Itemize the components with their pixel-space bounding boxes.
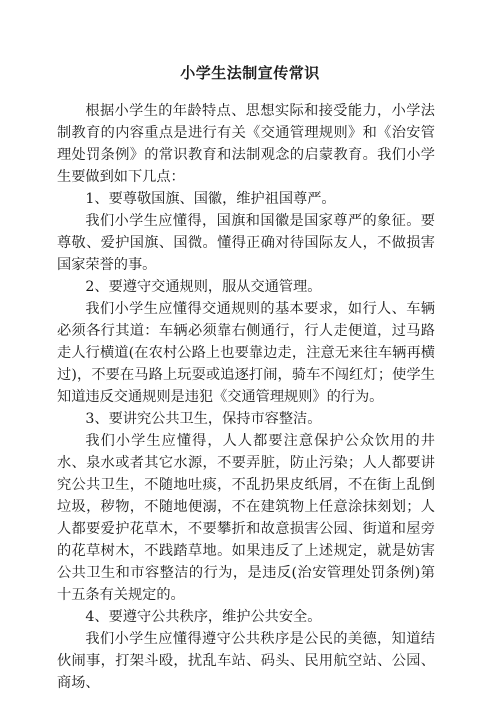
point-4-heading: 4、要遵守公共秩序，维护公共安全。 <box>85 609 322 625</box>
point-4-paragraph: 我们小学生应懂得遵守公共秩序是公民的美德，知道结伙闹事，打架斗殴，扰乱车站、码头、民用航空站、公园、商场、 <box>57 631 435 691</box>
page-title: 小学生法制宣传常识 <box>180 64 320 82</box>
document-body <box>57 100 435 694</box>
point-3-paragraph: 我们小学生应懂得，人人都要注意保护公众饮用的井水、泉水或者其它水源，不要弄脏，防止污染；人人都要讲究公共卫生，不随地吐痰，不乱扔果皮纸屑，不在街上乱倒垃圾，秽物，不随地便溺，不在建筑物上任意涂抹刻划；人人都要爱护花草木，不要攀折和故意损害公园、街道和屋旁的花草树木，不践踏草地。如果违反了上述规定，就是妨害公共卫生和市容整洁的行为，是违反(治安管理处罚条例)第十五条有关规定的。 <box>57 433 435 603</box>
point-2-heading: 2、要遵守交通规则，服从交通管理。 <box>85 279 322 295</box>
point-1-paragraph: 我们小学生应懂得，国旗和国徽是国家尊严的象征。要尊敬、爱护国旗、国微。懂得正确对待国际友人，不做损害国家荣誉的事。 <box>57 213 435 273</box>
point-3-heading: 3、要讲究公共卫生，保持市容整洁。 <box>85 411 322 427</box>
intro-paragraph: 根据小学生的年龄特点、思想实际和接受能力，小学法制教育的内容重点是进行有关《交通管理规则》和《治安管理处罚条例》的常识教育和法制观念的启蒙教育。我们小学生要做到如下几点： <box>57 103 435 185</box>
point-2-paragraph: 我们小学生应懂得交通规则的基本要求，如行人、车辆必须各行其道：车辆必须靠右侧通行，行人走便道，过马路走人行横道(在农村公路上也要靠边走，注意无来往车辆再横过)，不要在马路上玩耍或追逐打闹，骑车不闯红灯；使学生知道违反交通规则是违犯《交通管理规则》的行为。 <box>57 301 435 405</box>
point-1-heading: 1、要尊敬国旗、国徽，维护祖国尊严。 <box>85 191 336 207</box>
